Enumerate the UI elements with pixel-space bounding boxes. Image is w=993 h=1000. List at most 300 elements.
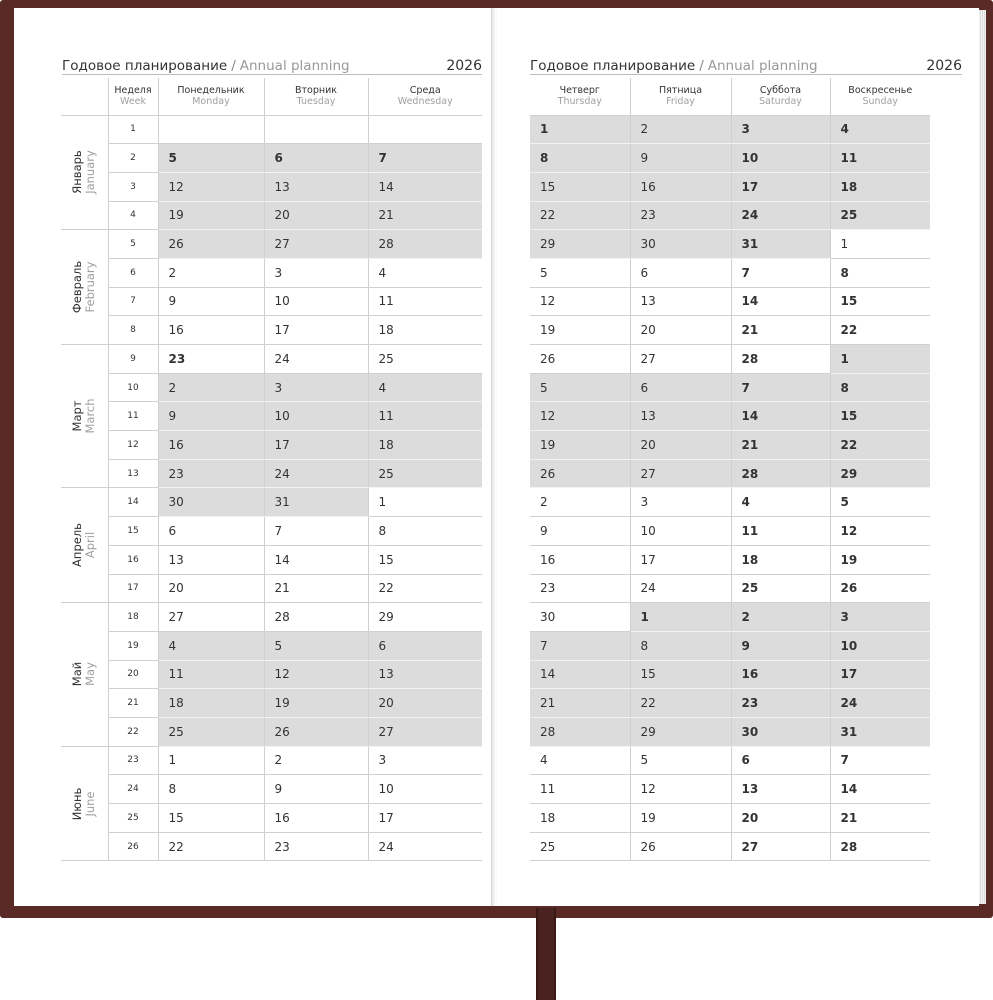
day-cell: 12 xyxy=(530,402,630,431)
day-cell: 25 xyxy=(830,201,930,230)
week-row-right xyxy=(530,287,930,316)
day-cell: 3 xyxy=(264,373,368,402)
column-title-ru: Четверг xyxy=(559,85,600,97)
week-row-left xyxy=(61,804,482,833)
day-cell: 28 xyxy=(830,832,930,861)
day-cell: 16 xyxy=(731,660,830,689)
day-cell: 11 xyxy=(368,402,482,431)
day-cell: 19 xyxy=(530,431,630,460)
day-cell: 20 xyxy=(264,201,368,230)
week-number: 23 xyxy=(108,746,158,775)
day-cell: 13 xyxy=(264,172,368,201)
week-row-right xyxy=(530,373,930,402)
day-cell: 11 xyxy=(530,775,630,804)
day-column-header xyxy=(830,78,930,115)
day-cell: 16 xyxy=(630,172,731,201)
day-cell: 19 xyxy=(830,545,930,574)
day-cell: 11 xyxy=(731,517,830,546)
day-cell: 31 xyxy=(830,717,930,746)
day-cell: 6 xyxy=(630,258,731,287)
day-column-header xyxy=(264,78,368,115)
day-cell: 21 xyxy=(264,574,368,603)
column-title-ru: Среда xyxy=(409,85,441,97)
month-name-ru: Апрель xyxy=(70,523,85,568)
day-cell: 14 xyxy=(264,545,368,574)
month-name-en: June xyxy=(83,790,98,817)
week-row-left xyxy=(61,603,482,632)
week-number: 12 xyxy=(108,431,158,460)
day-cell: 27 xyxy=(731,832,830,861)
day-cell: 19 xyxy=(158,201,264,230)
week-row-left xyxy=(61,230,482,259)
day-cell: 8 xyxy=(530,144,630,173)
day-cell: 26 xyxy=(530,345,630,374)
day-cell: 30 xyxy=(731,717,830,746)
week-row-right xyxy=(530,631,930,660)
day-cell xyxy=(264,115,368,144)
day-cell: 24 xyxy=(630,574,731,603)
week-row-right xyxy=(530,545,930,574)
week-row-left xyxy=(61,287,482,316)
day-cell: 20 xyxy=(630,316,731,345)
day-cell: 25 xyxy=(530,832,630,861)
month-name-ru: Май xyxy=(70,662,85,687)
day-cell: 21 xyxy=(830,804,930,833)
day-column-header xyxy=(530,78,630,115)
day-cell: 17 xyxy=(264,431,368,460)
week-number: 7 xyxy=(108,287,158,316)
day-cell: 5 xyxy=(530,373,630,402)
week-row-right xyxy=(530,517,930,546)
day-cell: 27 xyxy=(368,717,482,746)
column-title-en: Sunday xyxy=(862,96,899,108)
week-row-right xyxy=(530,431,930,460)
week-number: 2 xyxy=(108,144,158,173)
day-cell: 13 xyxy=(368,660,482,689)
day-cell: 8 xyxy=(630,631,731,660)
day-cell: 8 xyxy=(830,373,930,402)
week-row-left xyxy=(61,258,482,287)
week-row-right xyxy=(530,832,930,861)
day-cell: 18 xyxy=(368,431,482,460)
column-title-ru: Воскресенье xyxy=(848,85,913,97)
week-row-left xyxy=(61,545,482,574)
day-cell: 17 xyxy=(830,660,930,689)
month-label xyxy=(71,399,97,434)
day-cell: 10 xyxy=(731,144,830,173)
day-cell: 6 xyxy=(264,144,368,173)
day-cell: 6 xyxy=(158,517,264,546)
day-cell: 4 xyxy=(530,746,630,775)
day-cell: 8 xyxy=(830,258,930,287)
day-cell: 29 xyxy=(630,717,731,746)
day-cell: 26 xyxy=(264,717,368,746)
day-cell: 14 xyxy=(731,287,830,316)
day-cell: 31 xyxy=(264,488,368,517)
week-row-right xyxy=(530,230,930,259)
day-cell: 9 xyxy=(264,775,368,804)
day-cell: 30 xyxy=(630,230,731,259)
month-name-ru: Февраль xyxy=(70,261,85,314)
week-row-right xyxy=(530,402,930,431)
day-cell: 12 xyxy=(830,517,930,546)
week-row-left xyxy=(61,431,482,460)
day-cell: 15 xyxy=(158,804,264,833)
month-label-cell xyxy=(61,230,108,345)
day-cell: 6 xyxy=(731,746,830,775)
day-cell: 24 xyxy=(368,832,482,861)
week-number: 20 xyxy=(108,660,158,689)
month-label xyxy=(71,523,97,567)
week-row-right xyxy=(530,345,930,374)
week-row-right xyxy=(530,172,930,201)
day-cell: 23 xyxy=(158,345,264,374)
day-cell: 25 xyxy=(158,717,264,746)
week-number: 13 xyxy=(108,459,158,488)
day-cell: 4 xyxy=(368,258,482,287)
day-cell: 13 xyxy=(158,545,264,574)
left-page xyxy=(14,8,493,906)
day-cell: 28 xyxy=(731,459,830,488)
day-cell: 16 xyxy=(158,316,264,345)
day-cell: 9 xyxy=(731,631,830,660)
page-edges xyxy=(979,10,986,904)
month-name-ru: Март xyxy=(70,400,85,432)
day-cell: 11 xyxy=(830,144,930,173)
week-row-right xyxy=(530,717,930,746)
day-cell: 28 xyxy=(731,345,830,374)
day-column-header xyxy=(368,78,482,115)
title-separator: / xyxy=(699,58,704,74)
left-calendar-grid xyxy=(61,78,482,861)
week-number: 6 xyxy=(108,258,158,287)
day-cell: 22 xyxy=(530,201,630,230)
month-name-ru: Июнь xyxy=(70,787,85,820)
right-page xyxy=(497,8,979,906)
day-cell: 26 xyxy=(530,459,630,488)
week-row-right xyxy=(530,258,930,287)
week-number: 19 xyxy=(108,631,158,660)
day-cell: 22 xyxy=(158,832,264,861)
day-cell: 5 xyxy=(530,258,630,287)
column-title-ru: Неделя xyxy=(114,85,152,97)
day-cell: 1 xyxy=(630,603,731,632)
day-cell: 15 xyxy=(530,172,630,201)
day-cell xyxy=(158,115,264,144)
day-cell: 28 xyxy=(530,717,630,746)
day-cell: 22 xyxy=(630,689,731,718)
day-cell: 20 xyxy=(630,431,731,460)
column-title-en: Thursday xyxy=(557,96,602,108)
week-row-left xyxy=(61,717,482,746)
week-row-left xyxy=(61,832,482,861)
day-cell: 17 xyxy=(630,545,731,574)
day-column-header xyxy=(630,78,731,115)
day-cell: 14 xyxy=(830,775,930,804)
title-en: Annual planning xyxy=(707,58,818,74)
day-cell: 14 xyxy=(731,402,830,431)
week-number: 5 xyxy=(108,230,158,259)
column-title-en: Friday xyxy=(666,96,695,108)
week-row-left xyxy=(61,201,482,230)
column-title-ru: Вторник xyxy=(294,85,338,97)
day-cell: 29 xyxy=(530,230,630,259)
week-number: 11 xyxy=(108,402,158,431)
day-cell: 1 xyxy=(830,345,930,374)
day-cell: 22 xyxy=(830,431,930,460)
day-cell: 2 xyxy=(158,258,264,287)
day-cell: 9 xyxy=(158,287,264,316)
day-cell: 26 xyxy=(158,230,264,259)
day-cell: 13 xyxy=(731,775,830,804)
week-row-left xyxy=(61,402,482,431)
month-label-cell xyxy=(61,115,108,230)
day-cell: 29 xyxy=(368,603,482,632)
day-cell: 31 xyxy=(731,230,830,259)
day-cell: 27 xyxy=(158,603,264,632)
day-cell: 30 xyxy=(530,603,630,632)
day-cell: 7 xyxy=(731,258,830,287)
day-cell: 20 xyxy=(731,804,830,833)
day-cell: 15 xyxy=(830,402,930,431)
day-cell: 18 xyxy=(731,545,830,574)
title-separator: / xyxy=(231,58,236,74)
column-title-en: Wednesday xyxy=(397,96,453,108)
day-cell: 18 xyxy=(830,172,930,201)
day-cell: 30 xyxy=(158,488,264,517)
day-cell: 3 xyxy=(630,488,731,517)
week-row-right xyxy=(530,804,930,833)
day-cell: 16 xyxy=(158,431,264,460)
week-row-left xyxy=(61,373,482,402)
day-cell: 11 xyxy=(368,287,482,316)
day-cell: 23 xyxy=(530,574,630,603)
week-number: 10 xyxy=(108,373,158,402)
day-cell: 25 xyxy=(731,574,830,603)
day-cell: 14 xyxy=(368,172,482,201)
week-row-left xyxy=(61,660,482,689)
week-row-right xyxy=(530,144,930,173)
week-number: 1 xyxy=(108,115,158,144)
week-row-right xyxy=(530,603,930,632)
title-ru: Годовое планирование xyxy=(62,58,228,74)
day-cell: 12 xyxy=(530,287,630,316)
week-row-left xyxy=(61,746,482,775)
week-number: 8 xyxy=(108,316,158,345)
day-cell: 9 xyxy=(530,517,630,546)
day-cell: 25 xyxy=(368,459,482,488)
day-cell: 10 xyxy=(264,402,368,431)
day-cell: 19 xyxy=(264,689,368,718)
day-cell: 8 xyxy=(368,517,482,546)
day-cell: 24 xyxy=(264,345,368,374)
day-cell: 16 xyxy=(530,545,630,574)
week-number: 17 xyxy=(108,574,158,603)
year-label: 2026 xyxy=(926,58,962,74)
day-cell: 10 xyxy=(630,517,731,546)
day-cell: 3 xyxy=(830,603,930,632)
month-name-en: March xyxy=(83,398,98,434)
week-row-left xyxy=(61,775,482,804)
day-cell: 2 xyxy=(158,373,264,402)
day-cell: 4 xyxy=(731,488,830,517)
day-cell: 13 xyxy=(630,402,731,431)
day-cell: 5 xyxy=(630,746,731,775)
day-cell: 4 xyxy=(158,631,264,660)
week-row-right xyxy=(530,201,930,230)
day-cell: 18 xyxy=(530,804,630,833)
day-cell: 28 xyxy=(264,603,368,632)
week-column-header xyxy=(108,78,158,115)
day-cell: 7 xyxy=(530,631,630,660)
column-title-en: Week xyxy=(119,96,147,108)
month-name-en: February xyxy=(83,261,98,313)
day-cell: 24 xyxy=(830,689,930,718)
month-label xyxy=(71,787,97,820)
week-row-left xyxy=(61,345,482,374)
day-cell: 21 xyxy=(530,689,630,718)
day-cell: 7 xyxy=(368,144,482,173)
day-cell: 1 xyxy=(830,230,930,259)
day-cell: 19 xyxy=(530,316,630,345)
day-cell: 12 xyxy=(158,172,264,201)
day-cell: 4 xyxy=(830,115,930,144)
day-cell: 27 xyxy=(630,459,731,488)
day-cell: 7 xyxy=(264,517,368,546)
day-cell: 9 xyxy=(158,402,264,431)
week-row-left xyxy=(61,689,482,718)
week-number: 16 xyxy=(108,545,158,574)
week-number: 18 xyxy=(108,603,158,632)
day-cell: 7 xyxy=(830,746,930,775)
day-cell: 2 xyxy=(264,746,368,775)
column-title-en: Saturday xyxy=(759,96,802,108)
column-title-en: Monday xyxy=(192,96,230,108)
week-row-left xyxy=(61,459,482,488)
day-cell: 29 xyxy=(830,459,930,488)
week-row-right xyxy=(530,689,930,718)
week-row-left xyxy=(61,574,482,603)
day-cell: 10 xyxy=(264,287,368,316)
day-cell: 2 xyxy=(630,115,731,144)
day-cell: 19 xyxy=(630,804,731,833)
day-cell: 17 xyxy=(368,804,482,833)
day-cell: 20 xyxy=(368,689,482,718)
title-ru: Годовое планирование xyxy=(530,58,696,74)
month-label-cell xyxy=(61,746,108,861)
day-cell: 17 xyxy=(731,172,830,201)
day-cell: 3 xyxy=(368,746,482,775)
day-cell: 10 xyxy=(368,775,482,804)
day-cell: 7 xyxy=(731,373,830,402)
month-label xyxy=(71,261,97,313)
day-cell: 25 xyxy=(368,345,482,374)
day-cell: 12 xyxy=(264,660,368,689)
day-cell: 13 xyxy=(630,287,731,316)
day-cell: 21 xyxy=(731,316,830,345)
month-label-cell xyxy=(61,488,108,603)
day-cell: 10 xyxy=(830,631,930,660)
week-row-left xyxy=(61,517,482,546)
day-cell: 23 xyxy=(158,459,264,488)
day-cell: 1 xyxy=(368,488,482,517)
day-column-header xyxy=(731,78,830,115)
year-label: 2026 xyxy=(446,58,482,74)
day-cell: 5 xyxy=(830,488,930,517)
bookmark-ribbon xyxy=(536,908,556,1000)
column-title-ru: Пятница xyxy=(658,85,703,97)
column-title-en: Tuesday xyxy=(296,96,336,108)
week-row-left xyxy=(61,115,482,144)
month-label-cell xyxy=(61,603,108,746)
day-cell: 21 xyxy=(368,201,482,230)
week-number: 22 xyxy=(108,717,158,746)
day-cell: 9 xyxy=(630,144,731,173)
day-cell: 26 xyxy=(830,574,930,603)
day-cell: 27 xyxy=(630,345,731,374)
month-name-ru: Январь xyxy=(70,150,85,195)
week-row-right xyxy=(530,459,930,488)
day-cell: 16 xyxy=(264,804,368,833)
week-row-left xyxy=(61,316,482,345)
day-cell: 22 xyxy=(830,316,930,345)
right-page-title xyxy=(530,55,962,75)
day-cell: 1 xyxy=(158,746,264,775)
day-cell: 26 xyxy=(630,832,731,861)
day-cell: 3 xyxy=(731,115,830,144)
week-number: 21 xyxy=(108,689,158,718)
week-row-right xyxy=(530,574,930,603)
week-number: 26 xyxy=(108,832,158,861)
day-cell: 17 xyxy=(264,316,368,345)
day-cell: 15 xyxy=(630,660,731,689)
week-row-right xyxy=(530,316,930,345)
week-number: 14 xyxy=(108,488,158,517)
day-cell: 2 xyxy=(731,603,830,632)
week-number: 9 xyxy=(108,345,158,374)
day-cell: 18 xyxy=(368,316,482,345)
day-cell: 27 xyxy=(264,230,368,259)
day-cell: 24 xyxy=(731,201,830,230)
day-cell: 6 xyxy=(368,631,482,660)
day-cell: 4 xyxy=(368,373,482,402)
month-column-header xyxy=(61,78,108,115)
day-cell: 24 xyxy=(264,459,368,488)
week-row-left xyxy=(61,144,482,173)
day-cell: 15 xyxy=(368,545,482,574)
week-row-right xyxy=(530,115,930,144)
day-cell: 15 xyxy=(830,287,930,316)
day-cell: 18 xyxy=(158,689,264,718)
month-name-en: April xyxy=(83,532,98,559)
week-row-left xyxy=(61,488,482,517)
day-cell: 3 xyxy=(264,258,368,287)
week-number: 15 xyxy=(108,517,158,546)
column-title-ru: Понедельник xyxy=(177,85,245,97)
left-page-title xyxy=(62,55,482,75)
week-number: 4 xyxy=(108,201,158,230)
day-cell: 23 xyxy=(264,832,368,861)
month-name-en: May xyxy=(83,662,98,687)
day-cell: 5 xyxy=(264,631,368,660)
day-cell: 5 xyxy=(158,144,264,173)
day-cell: 21 xyxy=(731,431,830,460)
week-number: 24 xyxy=(108,775,158,804)
day-cell: 11 xyxy=(158,660,264,689)
day-column-header xyxy=(158,78,264,115)
day-cell: 23 xyxy=(731,689,830,718)
day-cell: 23 xyxy=(630,201,731,230)
